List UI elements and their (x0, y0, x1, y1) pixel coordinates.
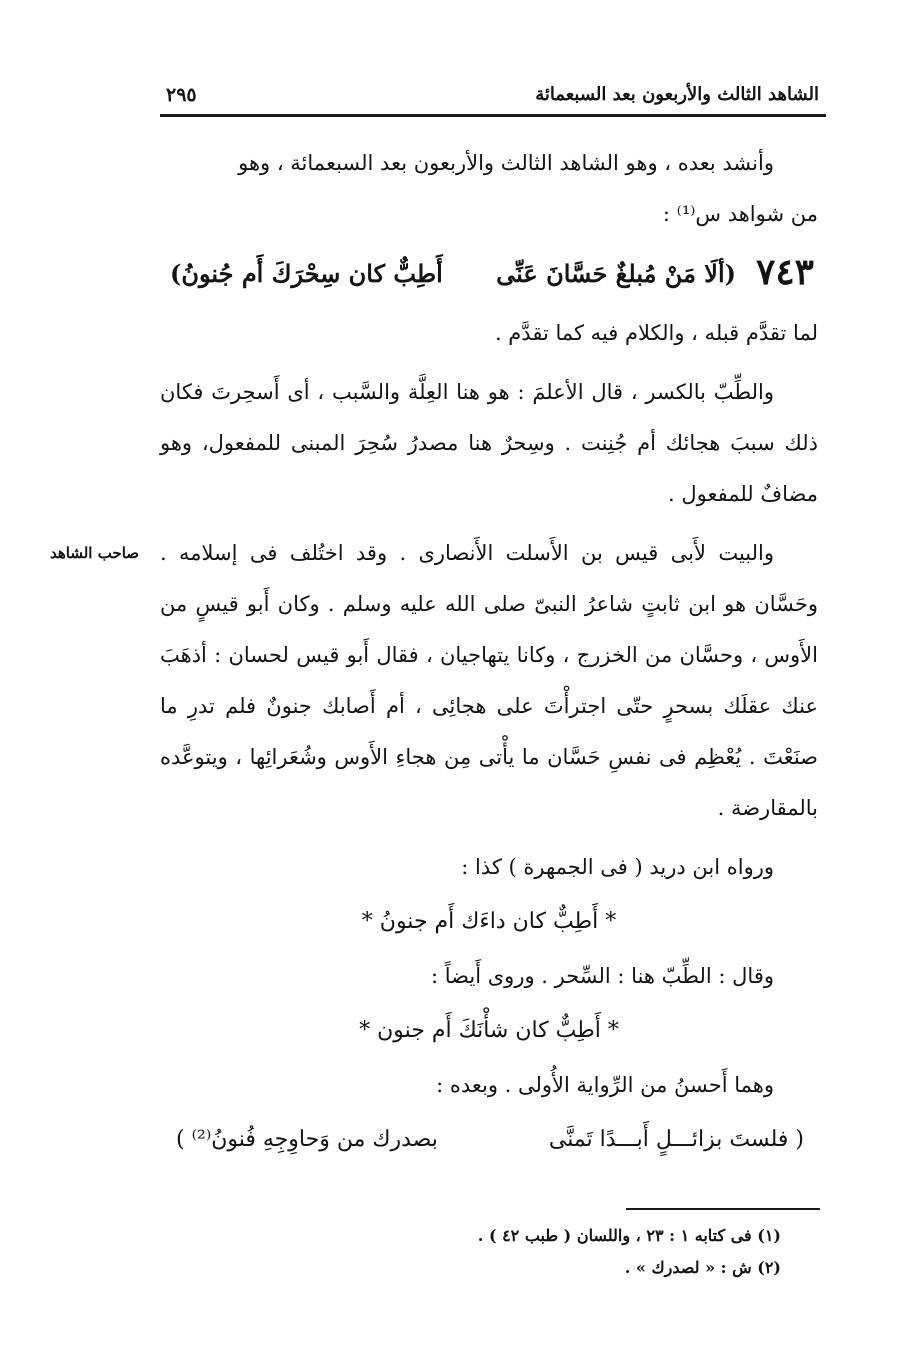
footnote-2: (٢) ش : « لصدرك » . (624, 1258, 781, 1277)
header-rule (160, 114, 826, 117)
main-text (160, 138, 818, 1169)
paragraph-1: لما تقدَّم قبله ، والكلام فيه كما تقدَّم . (494, 321, 818, 345)
margin-note: صاحب الشاهد (50, 544, 140, 562)
footnote-1: (١) فى كتابه ١ : ٢٣ ، واللسان ( طبب ٤٢ ) . (477, 1226, 781, 1245)
verse-743 (160, 242, 818, 308)
paragraph-6: وهما أَحسنُ من الرِّواية الأُولى . وبعده : (436, 1073, 774, 1097)
verse-final-hemistich-1: ( فلستَ بزائـــلٍ أَبـــدًا تَمنَّى (548, 1127, 804, 1152)
page-number: ٢٩٥ (166, 84, 197, 106)
intro-line-1: وأنشد بعده ، وهو الشاهد الثالث والأربعون بعد السبعمائة ، وهو (238, 151, 774, 175)
verse-variant-1: * أَطِبٌّ كان داءَك أَم جنونُ * (361, 909, 617, 934)
paragraph-3: والبيت لأَبى قيس بن الأَسلت الأَنصارى . وقد اختُلف فى إسلامه . وحَسَّان هو ابن ثابتٍ شاعرُ النبىّ صلى الله عليه وسلم . وكان أَبو قيسٍ من الأَوس ، وحسَّان من الخزرج ، وكانا يتهاجيان ، فقال أَبو قيس لحسان : أذهَبَ عنك عقلَك بسحرٍ حتّى اجترأْتَ على هجائِى ، أم أَصابك جنونٌ فلم تدرِ ما صنَعْتَ . يُعْظِم فى نفسِ حَسَّان ما يأْتى مِن هجاءِ الأَوس وشُعَرائِها ، ويتوعَّده بالمقارضة . (160, 541, 818, 820)
paragraph-4: ورواه ابن دريد ( فى الجمهرة ) كذا : (461, 855, 774, 879)
verse-number: ٧٤٣ (755, 251, 814, 293)
running-header (160, 80, 825, 114)
verse-variant-2: * أَطِبٌّ كان شأْنَكَ أَم جنون * (359, 1018, 619, 1043)
verse-final (160, 1111, 818, 1169)
footnotes (281, 1220, 781, 1284)
running-title: الشاهد الثالث والأربعون بعد السبعمائة (535, 84, 819, 105)
intro-line-2: من شواهد س⁽¹⁾ : (662, 202, 818, 226)
footnote-rule (626, 1208, 820, 1210)
paragraph-2: والطِّبّ بالكسر ، قال الأعلمَ : هو هنا العِلَّة والسَّبب ، أى أَسحِرتَ فكان ذلك سببَ هجائك أم جُنِنت . وسِحرٌ هنا مصدرُ سُحِرَ المبنى للمفعول، وهو مضافٌ للمفعول . (160, 380, 818, 506)
verse-hemistich-1: (ألَا مَنْ مُبلغٌ حَسَّانَ عَنِّى (496, 259, 736, 288)
paragraph-5: وقال : الطِّبّ هنا : السِّحر . وروى أَيضاً : (431, 964, 774, 988)
verse-final-hemistich-2: بصدرك من وَحاوِجِهِ فُنونُ⁽²⁾ ) (176, 1127, 438, 1152)
verse-hemistich-2: أَطِبٌّ كان سِحْرَكَ أَم جُنونُ) (170, 259, 443, 288)
